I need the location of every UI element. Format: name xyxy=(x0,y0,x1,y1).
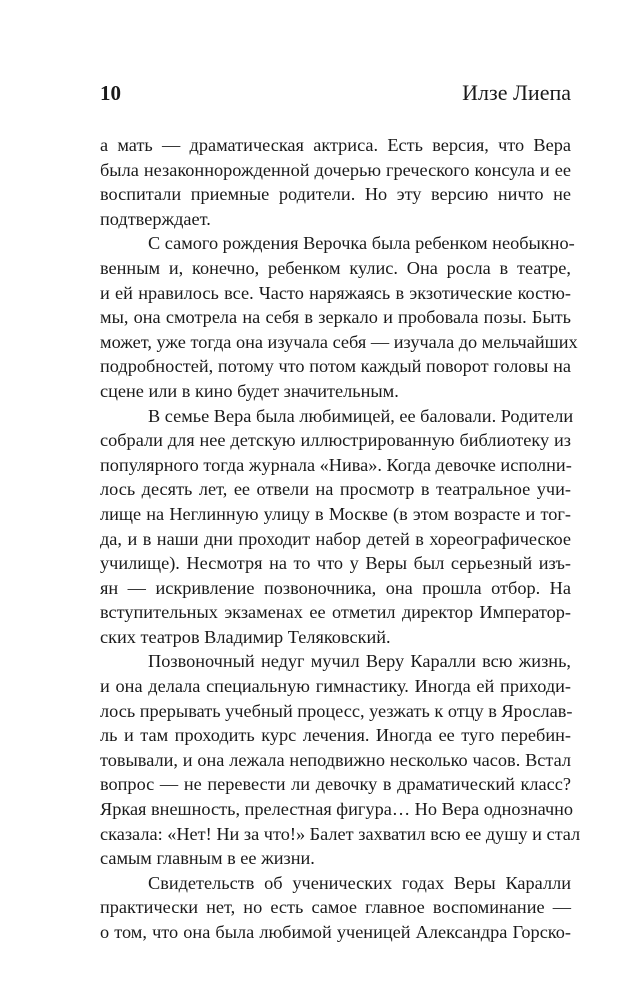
text-line: ль и там проходить курс лечения. Иногда ее туго перебин- xyxy=(100,725,571,746)
text-line: ян — искривление позвоночника, она прошла отбор. На xyxy=(100,577,571,598)
text-line: венным и, конечно, ребенком кулис. Она росла в театре, xyxy=(100,257,571,278)
body-text xyxy=(100,133,581,945)
running-title: Илзе Лиепа xyxy=(462,80,571,105)
text-line: Позвоночный недуг мучил Веру Каралли всю жизнь, xyxy=(148,651,571,672)
text-line: С самого рождения Верочка была ребенком необыкно- xyxy=(148,233,575,254)
running-head xyxy=(100,80,571,110)
page-number: 10 xyxy=(100,81,121,105)
text-line: собрали для нее детскую иллюстрированную библиотеку из xyxy=(100,430,571,451)
text-line: да, и в наши дни проходит набор детей в хореографическое xyxy=(100,528,571,549)
text-line: Яркая внешность, прелестная фигура… Но Вера однозначно xyxy=(100,799,574,820)
text-line: может, уже тогда она изучала себя — изучала до мельчайших xyxy=(100,331,578,352)
text-line: училище). Несмотря на то что у Веры был серьезный изъ- xyxy=(100,553,571,574)
text-line: практически нет, но есть самое главное воспоминание — xyxy=(100,897,571,918)
text-line: о том, что она была любимой ученицей Александра Горско- xyxy=(100,922,571,942)
text-line: популярного тогда журнала «Нива». Когда девочке исполни- xyxy=(100,454,572,475)
text-line: товывали, и она лежала неподвижно несколько часов. Встал xyxy=(100,749,571,770)
text-line: вопрос — не перевести ли девочку в драматический класс? xyxy=(100,774,571,795)
text-line: подробностей, потому что потом каждый поворот головы на xyxy=(100,356,571,377)
text-line: сказала: «Нет! Ни за что!» Балет захватил всю ее душу и стал xyxy=(100,823,581,844)
text-line: подтверждает. xyxy=(100,208,211,229)
text-line: была незаконнорожденной дочерью греческого консула и ее xyxy=(100,159,571,180)
text-line: мы, она смотрела на себя в зеркало и пробовала позы. Быть xyxy=(100,307,571,328)
text-line: а мать — драматическая актриса. Есть версия, что Вера xyxy=(100,135,571,155)
text-line: лось прерывать учебный процесс, уезжать к отцу в Ярослав- xyxy=(100,700,573,721)
text-line: лось десять лет, ее отвели на просмотр в театральное учи- xyxy=(100,479,571,500)
text-line: и ей нравилось все. Часто наряжаясь в экзотические костю- xyxy=(100,282,571,303)
text-line: В семье Вера была любимицей, ее баловали. Родители xyxy=(148,405,574,426)
text-line: Свидетельств об ученических годах Веры Каралли xyxy=(148,872,571,893)
text-line: воспитали приемные родители. Но эту версию ничто не xyxy=(100,184,571,205)
text-line: сцене или в кино будет значительным. xyxy=(100,380,399,401)
text-line: ских театров Владимир Теляковский. xyxy=(100,626,391,647)
text-line: лище на Неглинную улицу в Москве (в этом возрасте и тог- xyxy=(100,503,571,524)
text-line: самым главным в ее жизни. xyxy=(100,848,315,869)
text-line: вступительных экзаменах ее отметил директор Император- xyxy=(100,602,571,623)
text-line: и она делала специальную гимнастику. Иногда ей приходи- xyxy=(100,676,571,697)
